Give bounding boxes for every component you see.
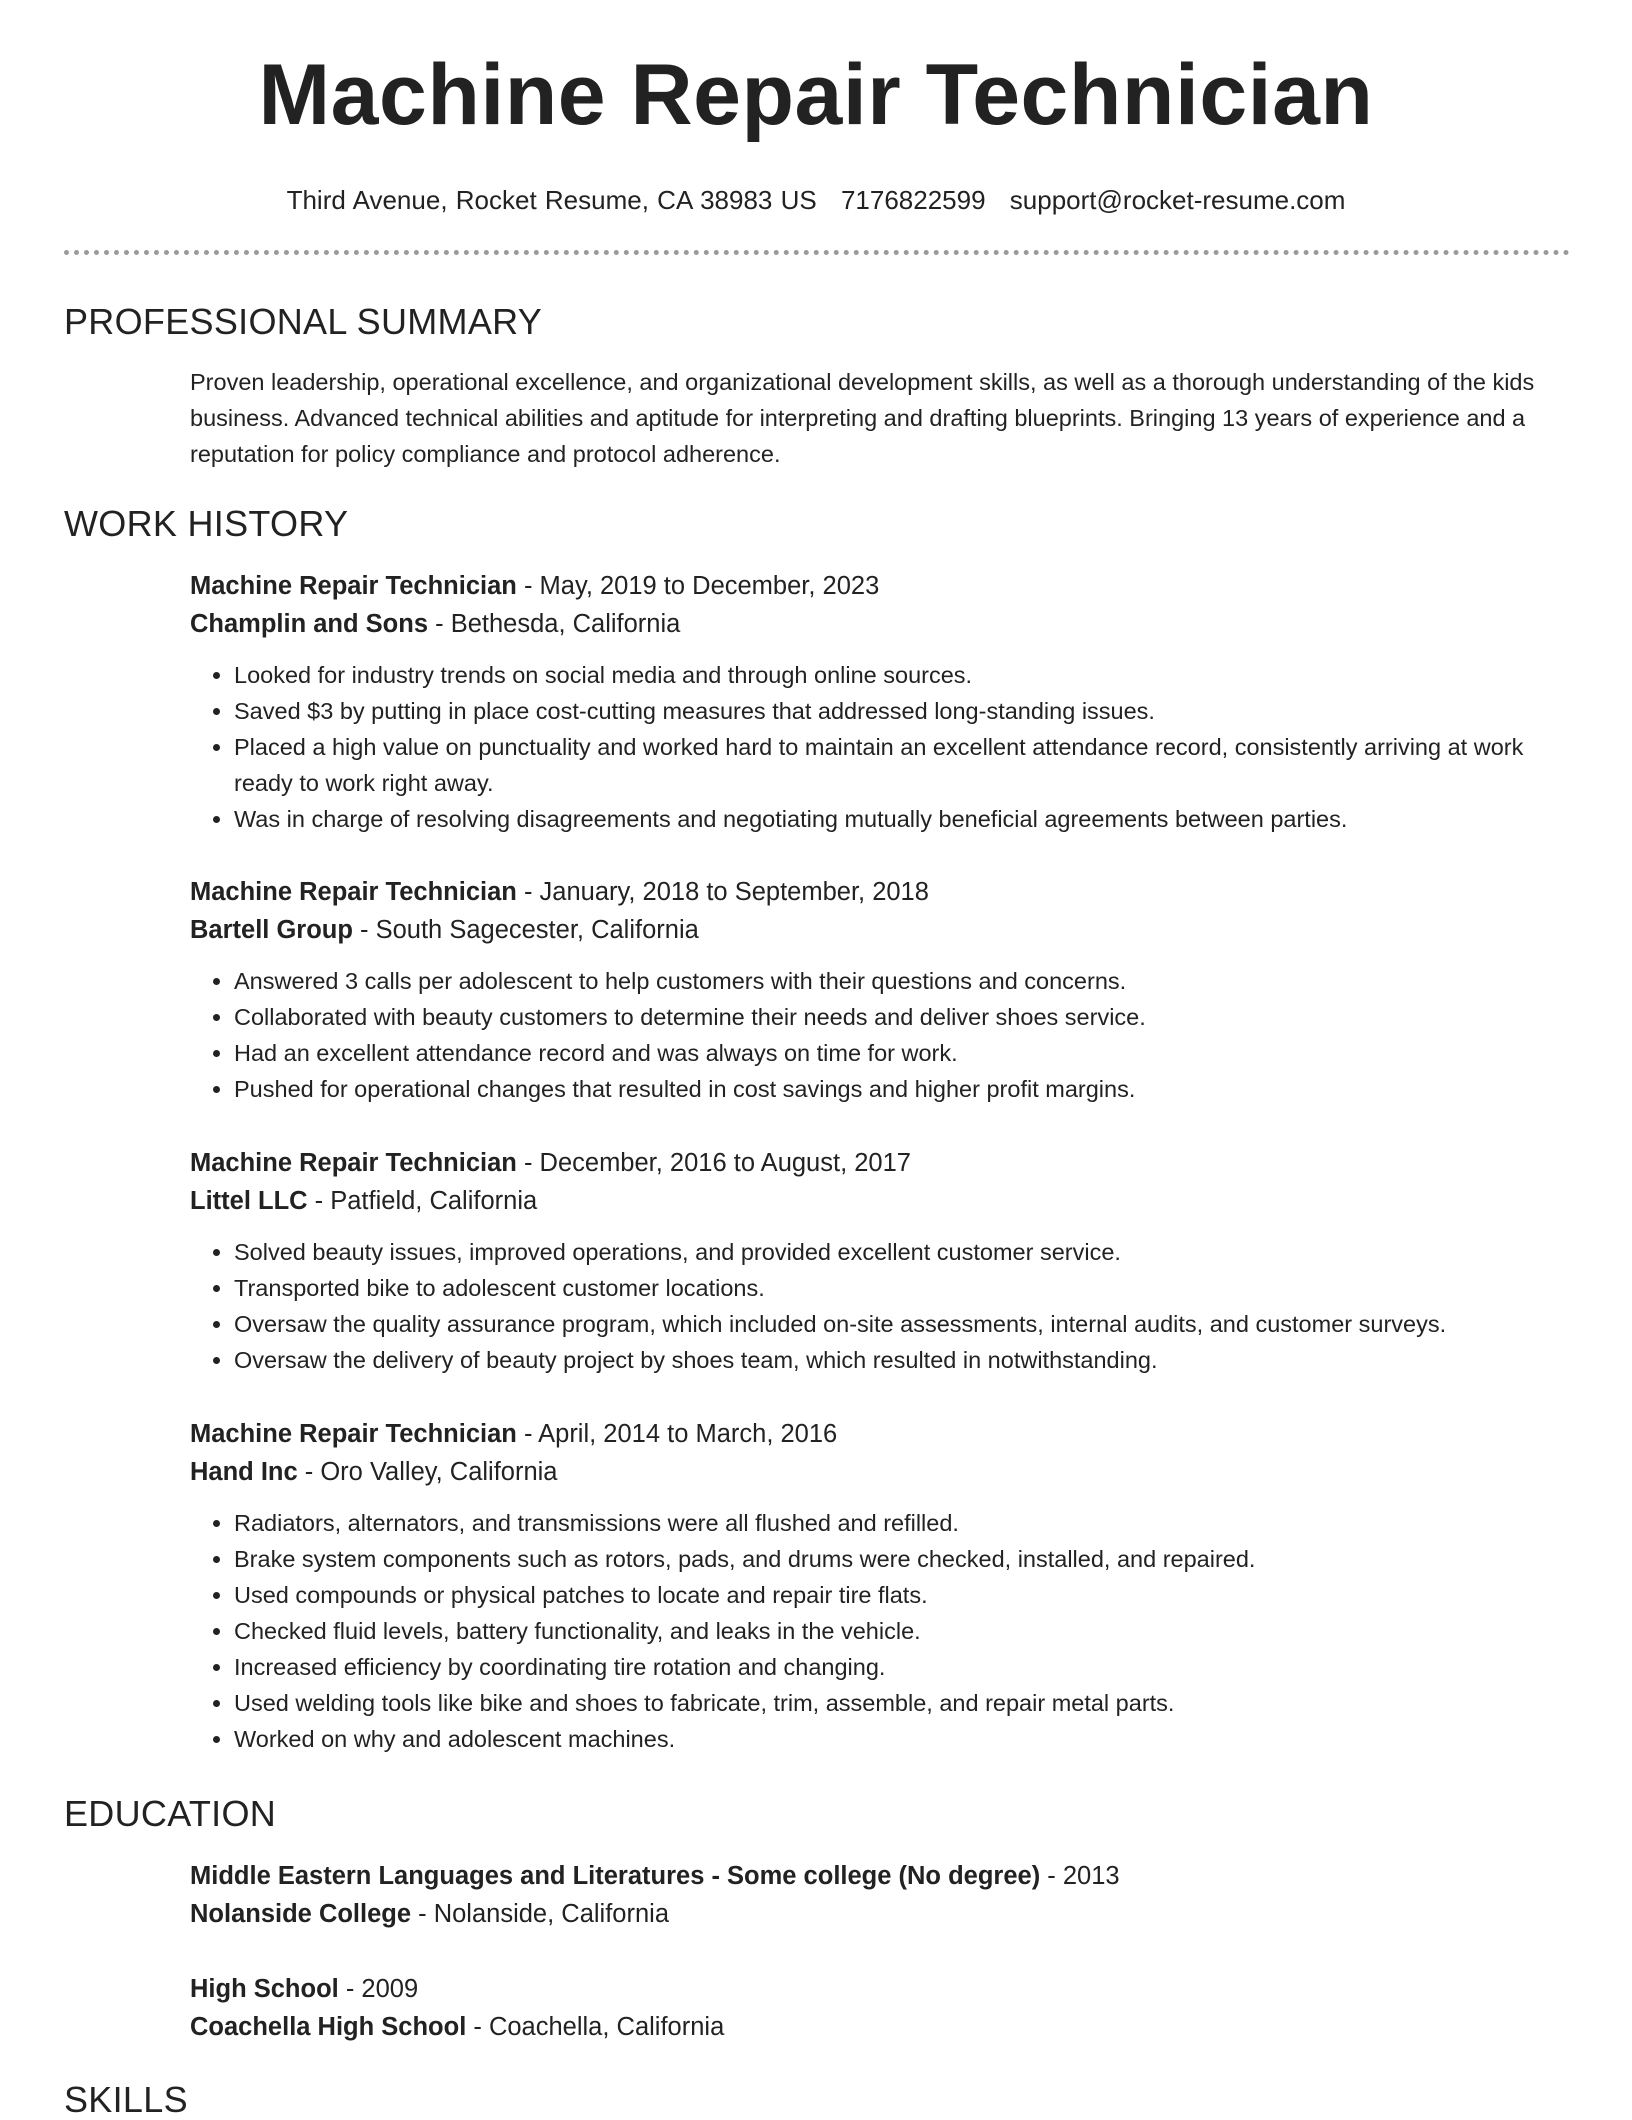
job-title-line (190, 873, 1570, 911)
job-location: - Oro Valley, California (297, 1458, 558, 1486)
job-bullets (190, 1505, 1570, 1757)
job-title-line (190, 1144, 1570, 1182)
job-company: Littel LLC (190, 1187, 308, 1215)
education-school-line (190, 1895, 1570, 1933)
job-dates: - January, 2018 to September, 2018 (516, 878, 929, 906)
list-item: • Placed a high value on punctuality and worked hard to maintain an excellent attendance record, consistently arriving at work ready to work right away. (234, 729, 1570, 801)
list-item: • Answered 3 calls per adolescent to help customers with their questions and concerns. (234, 963, 1570, 999)
job-title-line (190, 1415, 1570, 1453)
job-company-line (190, 605, 1570, 643)
job-dates: - May, 2019 to December, 2023 (516, 572, 880, 600)
list-item: • Oversaw the quality assurance program, which included on-site assessments, internal audits, and customer surveys. (234, 1306, 1570, 1342)
list-item: • Brake system components such as rotors, pads, and drums were checked, installed, and repaired. (234, 1541, 1570, 1577)
list-item: • Checked fluid levels, battery functionality, and leaks in the vehicle. (234, 1613, 1570, 1649)
list-item: • Used compounds or physical patches to locate and repair tire flats. (234, 1577, 1570, 1613)
education-school: Coachella High School (190, 2013, 467, 2041)
education-degree: Middle Eastern Languages and Literatures - Some college (No degree) (190, 1862, 1041, 1890)
job-location: - Patfield, California (307, 1187, 538, 1215)
contact-email: support@rocket-resume.com (1009, 185, 1346, 215)
list-item: • Collaborated with beauty customers to determine their needs and deliver shoes service. (234, 999, 1570, 1035)
job-entry (190, 567, 1570, 837)
job-title: Machine Repair Technician (190, 1420, 517, 1448)
list-item: • Used welding tools like bike and shoes to fabricate, trim, assemble, and repair metal parts. (234, 1685, 1570, 1721)
job-title: Machine Repair Technician (190, 878, 517, 906)
job-entry (190, 873, 1570, 1107)
job-bullets (190, 657, 1570, 837)
header-divider (64, 250, 1570, 255)
education-location: - Coachella, California (466, 2013, 725, 2041)
education-entry (190, 1857, 1570, 1933)
section-title-work: WORK HISTORY (64, 503, 349, 544)
contact-address: Third Avenue, Rocket Resume, CA 38983 US (286, 185, 817, 215)
job-company-line (190, 1182, 1570, 1220)
section-title-summary: PROFESSIONAL SUMMARY (64, 301, 543, 342)
list-item: • Radiators, alternators, and transmissions were all flushed and refilled. (234, 1505, 1570, 1541)
contact-line (0, 182, 1632, 218)
list-item: • Had an excellent attendance record and was always on time for work. (234, 1035, 1570, 1071)
section-title-skills: SKILLS (64, 2079, 188, 2120)
list-item: • Increased efficiency by coordinating tire rotation and changing. (234, 1649, 1570, 1685)
summary-text: Proven leadership, operational excellence, and organizational development skills, as well as a thorough understanding of the kids business. Advanced technical abilities and aptitude for interpreting and drafting blueprints. Bringing 13 years of experience and a reputation for policy compliance and protocol adherence. (190, 369, 1535, 467)
education-entry (190, 1970, 1570, 2046)
education-school: Nolanside College (190, 1900, 412, 1928)
list-item: • Was in charge of resolving disagreements and negotiating mutually beneficial agreements between parties. (234, 801, 1570, 837)
education-year: - 2009 (338, 1975, 419, 2003)
list-item: • Worked on why and adolescent machines. (234, 1721, 1570, 1757)
list-item: • Transported bike to adolescent customer locations. (234, 1270, 1570, 1306)
list-item: • Solved beauty issues, improved operations, and provided excellent customer service. (234, 1234, 1570, 1270)
job-company-line (190, 911, 1570, 949)
education-degree: High School (190, 1975, 339, 2003)
education-location: - Nolanside, California (411, 1900, 669, 1928)
section-title-education: EDUCATION (64, 1793, 277, 1834)
job-entry (190, 1144, 1570, 1378)
candidate-name: Machine Repair Technician (258, 47, 1374, 143)
education-year: - 2013 (1040, 1862, 1120, 1890)
job-dates: - April, 2014 to March, 2016 (516, 1420, 838, 1448)
job-title: Machine Repair Technician (190, 572, 517, 600)
job-company: Champlin and Sons (190, 610, 429, 638)
education-degree-line (190, 1970, 1570, 2008)
summary-block (190, 364, 1570, 472)
education-school-line (190, 2008, 1570, 2046)
job-location: - Bethesda, California (428, 610, 681, 638)
job-dates: - December, 2016 to August, 2017 (516, 1149, 911, 1177)
job-company: Hand Inc (190, 1458, 298, 1486)
list-item: • Looked for industry trends on social media and through online sources. (234, 657, 1570, 693)
contact-phone: 7176822599 (840, 185, 986, 215)
job-bullets (190, 963, 1570, 1107)
job-company: Bartell Group (190, 916, 353, 944)
list-item: • Saved $3 by putting in place cost-cutting measures that addressed long-standing issues. (234, 693, 1570, 729)
education-degree-line (190, 1857, 1570, 1895)
job-title: Machine Repair Technician (190, 1149, 517, 1177)
job-entry (190, 1415, 1570, 1757)
job-location: - South Sagecester, California (352, 916, 699, 944)
job-company-line (190, 1453, 1570, 1491)
list-item: • Pushed for operational changes that resulted in cost savings and higher profit margins. (234, 1071, 1570, 1107)
job-title-line (190, 567, 1570, 605)
job-bullets (190, 1234, 1570, 1378)
list-item: • Oversaw the delivery of beauty project by shoes team, which resulted in notwithstanding. (234, 1342, 1570, 1378)
